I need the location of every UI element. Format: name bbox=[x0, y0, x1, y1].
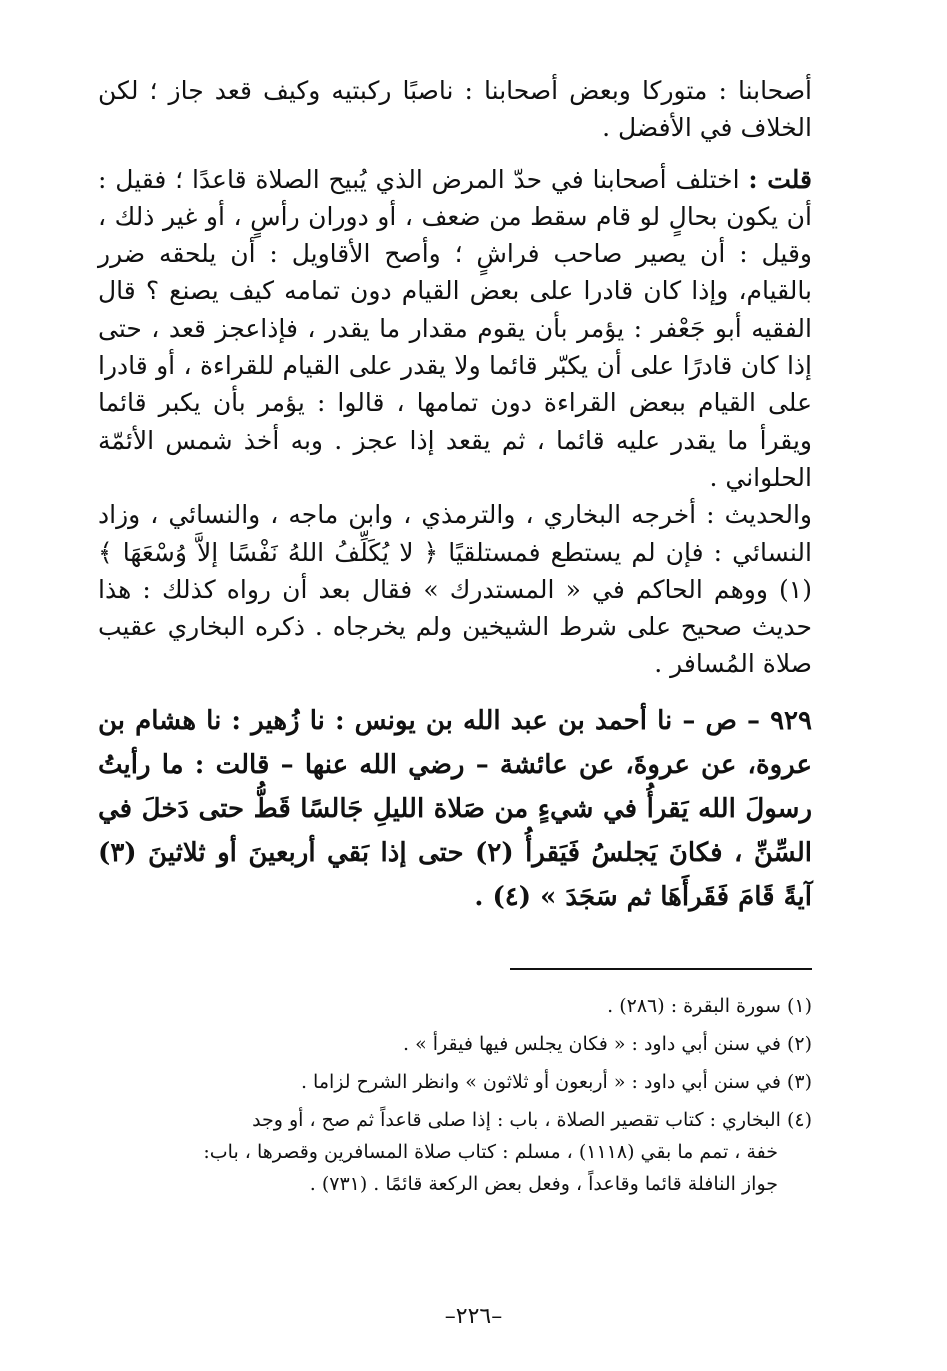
footnotes bbox=[98, 990, 812, 1200]
hadith-text: ٩٢٩ – ص – نا أحمد بن عبد الله بن يونس : نا زُهير : نا هشام بن عروة، عن عروةَ، عن عائشة – رضي الله عنها – قالت : ما رأيتُ رسولَ الله يَقرأُ في شيءٍ من صَلاة الليلِ جَالسًا قَطُّ حتى دَخلَ في السِّنِّ ، فكانَ يَجلسُ فَيَقرأُ (٢) حتى إذا بَقي أربعينَ أو ثلاثينَ (٣) آيةً قَامَ فَقَرأَهَا ثم سَجَدَ » (٤) . bbox=[98, 705, 812, 912]
footnote-1: (١) سورة البقرة : (٢٨٦) . bbox=[607, 995, 812, 1017]
paragraph-3: والحديث : أخرجه البخاري ، والترمذي ، وابن ماجه ، والنسائي ، وزاد النسائي : فإن لم يستطع فمستلقيًا ﴿ لا يُكَلِّفُ اللهُ نَفْسًا إلاَّ وُسْعَهَا ﴾ (١) ووهم الحاكم في « المستدرك » فقال بعد أن رواه كذلك : هذا حديث صحيح على شرط الشيخين ولم يخرجاه . ذكره البخاري عقيب صلاة المُسافر . bbox=[98, 500, 812, 679]
main-text bbox=[98, 72, 812, 919]
footnote-4-line-2: خفة ، تمم ما بقي (١١١٨) ، مسلم : كتاب صلاة المسافرين وقصرها ، باب: bbox=[203, 1141, 778, 1163]
paragraph-2 bbox=[98, 161, 812, 497]
footnote-separator bbox=[510, 968, 812, 970]
footnote-4-line-3: جواز النافلة قائما وقاعداً ، وفعل بعض الركعة قائمًا . (٧٣١) . bbox=[309, 1173, 778, 1195]
paragraph-2-body: اختلف أصحابنا في حدّ المرض الذي يُبيح الصلاة قاعدًا ؛ فقيل : أن يكون بحالٍ لو قام سقط من ضعف ، أو دوران رأسٍ ، أو غير ذلك ، وقيل : أن يصير صاحب فراشٍ ؛ وأصح الأقاويل : أن يلحقه ضرر بالقيام، وإذا كان قادرا على بعض القيام دون تمامه كيف يصنع ؟ قال الفقيه أبو جَعْفر : يؤمر بأن يقوم مقدار ما يقدر ، فإذاعجز قعد ، حتى إذا كان قادرًا على أن يكبّر قائما ولا يقدر على القيام للقراءة ، أو قادرا على القيام ببعض القراءة دون تمامها ، قالوا : يؤمر بأن يكبر قائما ويقرأ ما يقدر عليه قائما ، ثم يقعد إذا عجز . وبه أخذ شمس الأئمّة الحلواني . bbox=[98, 164, 812, 492]
paragraph-2-lead: قلت : bbox=[748, 164, 812, 194]
page-number: –٢٢٦– bbox=[444, 1304, 503, 1329]
footnote-4: (٤) البخاري : كتاب تقصير الصلاة ، باب : إذا صلى قاعداً ثم صح ، أو وجد bbox=[252, 1109, 812, 1131]
paragraph-1: أصحابنا : متوركا وبعض أصحابنا : ناصبًا ركبتيه وكيف قعد جاز ؛ لكن الخلاف في الأفضل . bbox=[98, 76, 812, 143]
footnote-2: (٢) في سنن أبي داود : « فكان يجلس فيها فيقرأ » . bbox=[403, 1033, 812, 1055]
footnote-3: (٣) في سنن أبي داود : « أربعون أو ثلاثون » وانظر الشرح لزاما . bbox=[300, 1071, 812, 1093]
